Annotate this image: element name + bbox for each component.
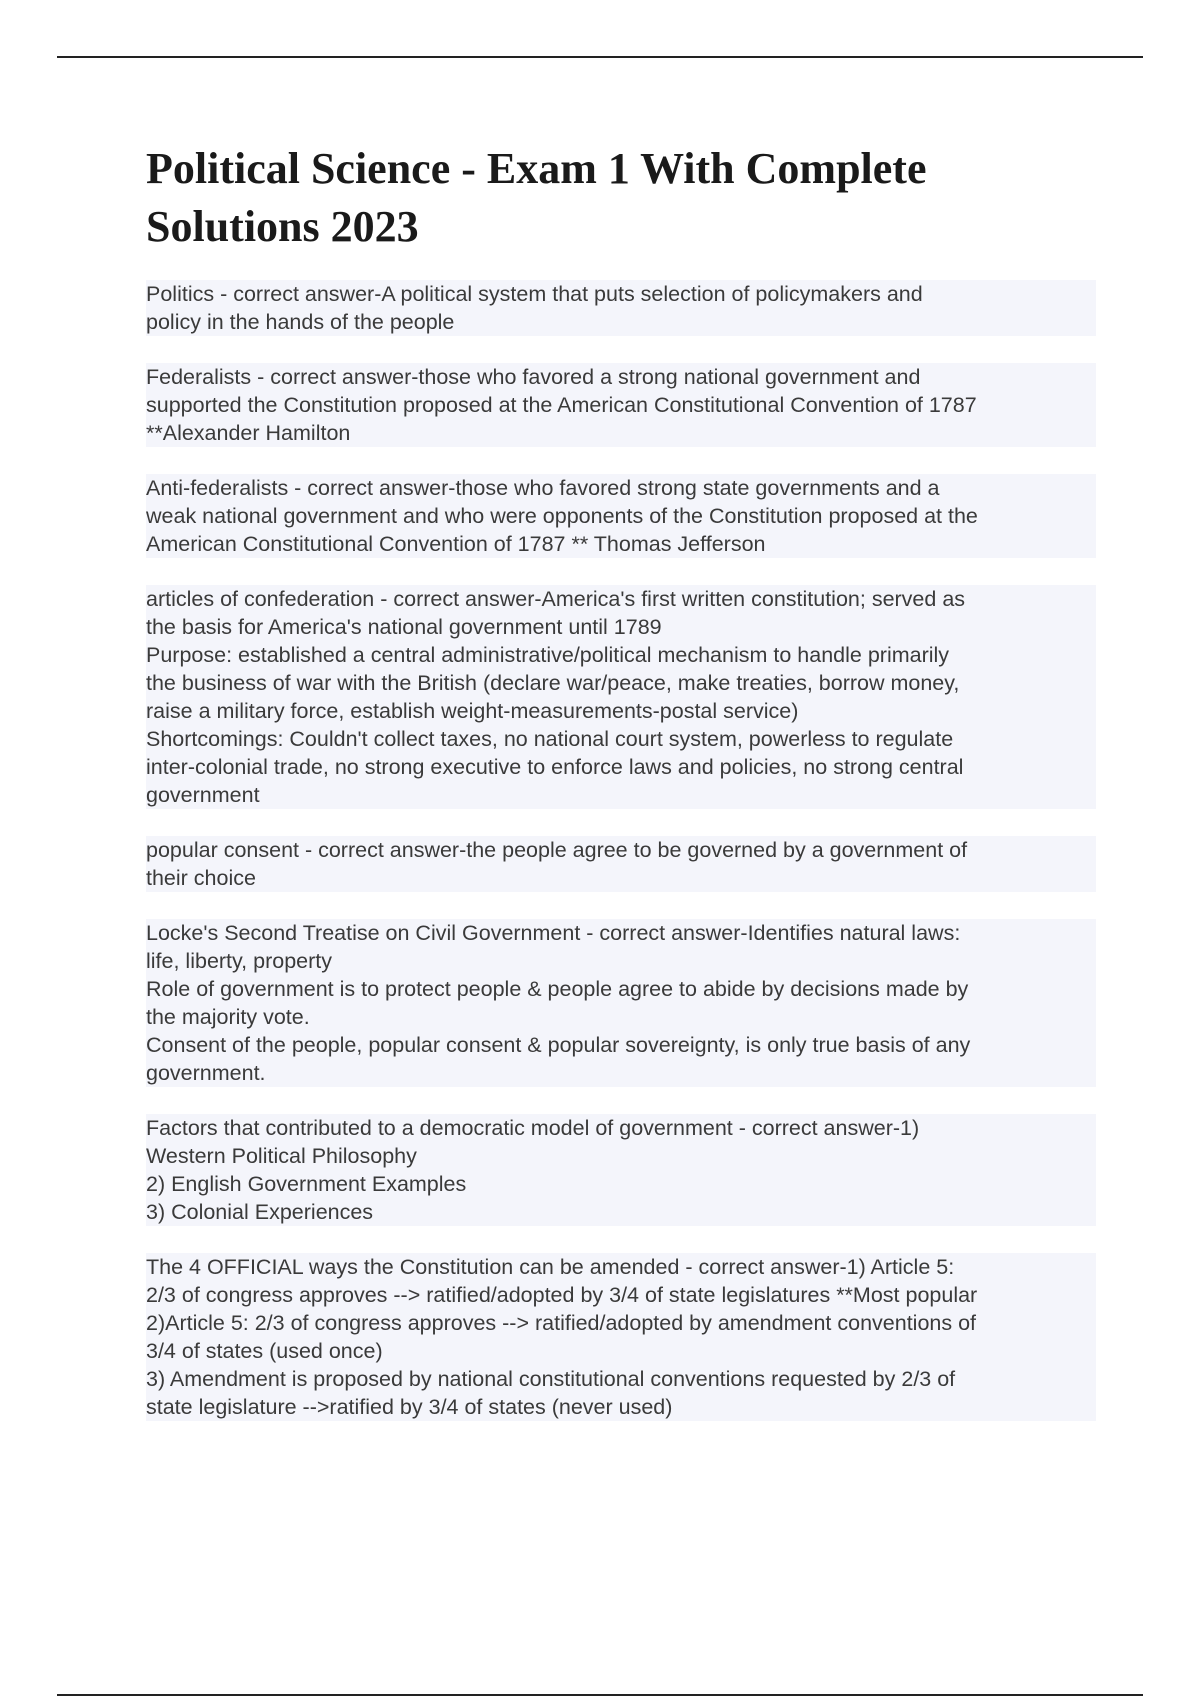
entry-federalists	[146, 363, 1096, 447]
entry-line: life, liberty, property	[146, 947, 1096, 975]
entry-line: The 4 OFFICIAL ways the Constitution can be amended - correct answer-1) Article 5:	[146, 1253, 1096, 1281]
entry-line: raise a military force, establish weight-measurements-postal service)	[146, 697, 1096, 725]
title-line: Political Science - Exam 1 With Complete	[146, 144, 927, 193]
entry-amendment-methods	[146, 1253, 1096, 1421]
entry-line: state legislature -->ratified by 3/4 of states (never used)	[146, 1393, 1096, 1421]
entry-line: Shortcomings: Couldn't collect taxes, no national court system, powerless to regulate	[146, 725, 1096, 753]
top-rule	[57, 56, 1143, 58]
document-body	[146, 140, 1096, 1448]
entry-line: Purpose: established a central administrative/political mechanism to handle primarily	[146, 641, 1096, 669]
entry-line: 2)Article 5: 2/3 of congress approves --> ratified/adopted by amendment conventions of	[146, 1309, 1096, 1337]
entry-line: Anti-federalists - correct answer-those who favored strong state governments and a	[146, 474, 1096, 502]
entry-line: the majority vote.	[146, 1003, 1096, 1031]
entry-line: 2/3 of congress approves --> ratified/adopted by 3/4 of state legislatures **Most popular	[146, 1281, 1096, 1309]
entry-line: government	[146, 781, 1096, 809]
entry-politics	[146, 280, 1096, 336]
entry-line: weak national government and who were opponents of the Constitution proposed at the	[146, 502, 1096, 530]
entry-anti-federalists	[146, 474, 1096, 558]
entry-line: 2) English Government Examples	[146, 1170, 1096, 1198]
entry-line: government.	[146, 1059, 1096, 1087]
entry-line: their choice	[146, 864, 1096, 892]
document-title	[146, 140, 1096, 256]
entry-line: 3/4 of states (used once)	[146, 1337, 1096, 1365]
entry-line: supported the Constitution proposed at the American Constitutional Convention of 1787	[146, 391, 1096, 419]
entry-line: articles of confederation - correct answer-America's first written constitution; served as	[146, 585, 1096, 613]
entry-articles-of-confederation	[146, 585, 1096, 809]
entry-line: Role of government is to protect people & people agree to abide by decisions made by	[146, 975, 1096, 1003]
entry-line: American Constitutional Convention of 1787 ** Thomas Jefferson	[146, 530, 1096, 558]
entry-line: Locke's Second Treatise on Civil Government - correct answer-Identifies natural laws:	[146, 919, 1096, 947]
entry-line: Consent of the people, popular consent & popular sovereignty, is only true basis of any	[146, 1031, 1096, 1059]
entry-line: Federalists - correct answer-those who favored a strong national government and	[146, 363, 1096, 391]
entry-democratic-model-factors	[146, 1114, 1096, 1226]
entry-line: popular consent - correct answer-the people agree to be governed by a government of	[146, 836, 1096, 864]
entry-line: the business of war with the British (declare war/peace, make treaties, borrow money,	[146, 669, 1096, 697]
entry-line: the basis for America's national government until 1789	[146, 613, 1096, 641]
entry-line: 3) Amendment is proposed by national constitutional conventions requested by 2/3 of	[146, 1365, 1096, 1393]
entry-line: Western Political Philosophy	[146, 1142, 1096, 1170]
bottom-rule	[57, 1694, 1143, 1696]
entry-line: Politics - correct answer-A political system that puts selection of policymakers and	[146, 280, 1096, 308]
entry-line: policy in the hands of the people	[146, 308, 1096, 336]
entry-popular-consent	[146, 836, 1096, 892]
entry-lockes-second-treatise	[146, 919, 1096, 1087]
title-line: Solutions 2023	[146, 202, 419, 251]
entry-line: 3) Colonial Experiences	[146, 1198, 1096, 1226]
entry-line: inter-colonial trade, no strong executive to enforce laws and policies, no strong central	[146, 753, 1096, 781]
entry-line: Factors that contributed to a democratic model of government - correct answer-1)	[146, 1114, 1096, 1142]
entry-line: **Alexander Hamilton	[146, 419, 1096, 447]
